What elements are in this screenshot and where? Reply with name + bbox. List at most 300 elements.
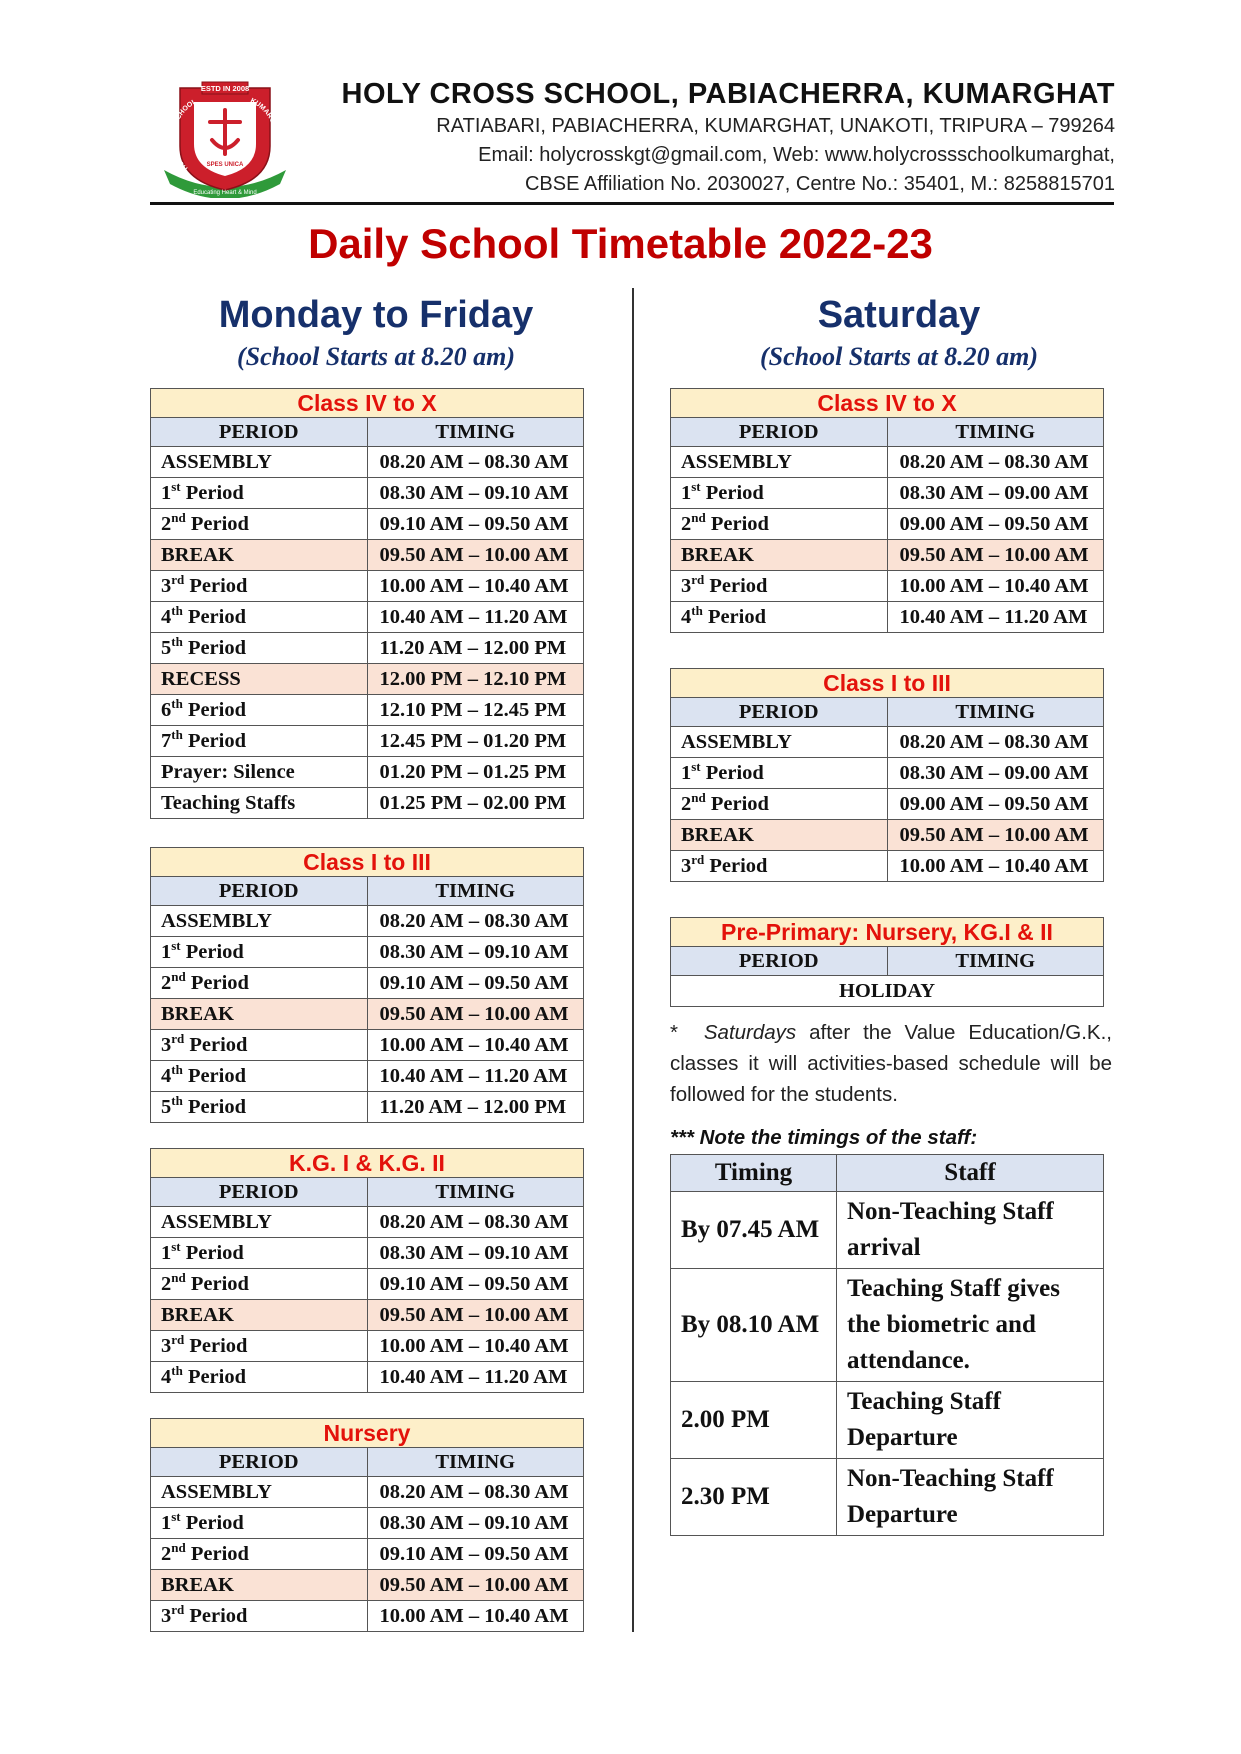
table-row bbox=[151, 1030, 584, 1061]
period-cell bbox=[151, 540, 368, 571]
timing-cell: 10.00 AM – 10.40 AM bbox=[887, 851, 1104, 882]
period-cell bbox=[151, 1238, 368, 1269]
period-label: Period bbox=[185, 972, 249, 994]
staff-timing-header: Timing bbox=[671, 1155, 837, 1192]
table-caption: K.G. I & K.G. II bbox=[151, 1149, 584, 1178]
saturday-heading bbox=[669, 292, 1129, 374]
period-cell bbox=[151, 937, 368, 968]
table-row bbox=[151, 968, 584, 999]
period-cell bbox=[151, 999, 368, 1030]
period-cell bbox=[151, 509, 368, 540]
timing-cell: 08.20 AM – 08.30 AM bbox=[367, 906, 584, 937]
timing-cell: 09.10 AM – 09.50 AM bbox=[367, 509, 584, 540]
period-name: ASSEMBLY bbox=[681, 451, 792, 473]
timing-cell: 08.20 AM – 08.30 AM bbox=[887, 727, 1104, 758]
table-row bbox=[151, 633, 584, 664]
period-name: BREAK bbox=[161, 1574, 234, 1596]
period-name: ASSEMBLY bbox=[161, 451, 272, 473]
period-name: 1 bbox=[161, 941, 172, 963]
table-row bbox=[671, 789, 1104, 820]
period-name: 7 bbox=[161, 730, 172, 752]
period-cell bbox=[671, 758, 888, 789]
timing-cell: 10.40 AM – 11.20 AM bbox=[367, 1061, 584, 1092]
period-label: Period bbox=[180, 1512, 244, 1534]
weekday-nursery-table bbox=[150, 1418, 584, 1632]
weekday-kg-table bbox=[150, 1148, 584, 1393]
weekday-class-i-iii-table bbox=[150, 847, 584, 1123]
school-contact: Email: holycrosskgt@gmail.com, Web: www.holycrossschoolkumarghat, bbox=[478, 144, 1115, 166]
period-cell bbox=[151, 1269, 368, 1300]
svg-text:ESTD IN 2008: ESTD IN 2008 bbox=[200, 84, 250, 93]
period-ordinal: th bbox=[171, 603, 183, 619]
table-caption-row bbox=[151, 1149, 584, 1178]
table-header-row bbox=[151, 1178, 584, 1207]
period-label: Period bbox=[182, 699, 247, 721]
timing-cell: 08.30 AM – 09.10 AM bbox=[367, 1238, 584, 1269]
staff-time-cell: By 08.10 AM bbox=[671, 1269, 837, 1382]
period-label: Period bbox=[700, 762, 764, 784]
period-name: 4 bbox=[161, 1065, 172, 1087]
table-caption-row bbox=[151, 389, 584, 418]
timing-cell: 10.00 AM – 10.40 AM bbox=[887, 571, 1104, 602]
svg-text:HOLY CROSS SCHOOL: HOLY CROSS SCHOOL bbox=[169, 98, 198, 172]
timing-cell: 08.30 AM – 09.10 AM bbox=[367, 937, 584, 968]
period-cell bbox=[151, 478, 368, 509]
timing-cell: 10.00 AM – 10.40 AM bbox=[367, 1030, 584, 1061]
timing-cell: 12.10 PM – 12.45 PM bbox=[367, 695, 584, 726]
table-caption-row bbox=[151, 1419, 584, 1448]
timing-cell: 11.20 AM – 12.00 PM bbox=[367, 1092, 584, 1123]
table-row bbox=[151, 1238, 584, 1269]
staff-who-cell: Non-Teaching Staff Departure bbox=[837, 1459, 1104, 1536]
period-label: Period bbox=[182, 606, 247, 628]
period-cell bbox=[671, 851, 888, 882]
period-name: ASSEMBLY bbox=[161, 1211, 272, 1233]
period-name: 1 bbox=[161, 1512, 172, 1534]
timing-cell: 09.50 AM – 10.00 AM bbox=[887, 820, 1104, 851]
period-name: 3 bbox=[161, 1335, 172, 1357]
period-name: Prayer: Silence bbox=[161, 761, 295, 783]
period-name: 2 bbox=[161, 1273, 172, 1295]
timing-cell: 01.25 PM – 02.00 PM bbox=[367, 788, 584, 819]
period-ordinal: st bbox=[171, 1239, 181, 1255]
period-label: Period bbox=[185, 1273, 249, 1295]
table-row bbox=[671, 976, 1104, 1007]
timing-cell: 08.30 AM – 09.10 AM bbox=[367, 478, 584, 509]
timing-cell: 09.50 AM – 10.00 AM bbox=[367, 1570, 584, 1601]
period-name: BREAK bbox=[681, 824, 754, 846]
table-row bbox=[151, 447, 584, 478]
period-cell bbox=[671, 789, 888, 820]
period-name: 2 bbox=[681, 513, 692, 535]
period-cell bbox=[151, 1207, 368, 1238]
saturday-pre-primary-table bbox=[670, 917, 1104, 1007]
period-cell bbox=[151, 447, 368, 478]
table-caption-row bbox=[671, 669, 1104, 698]
timing-cell: 09.00 AM – 09.50 AM bbox=[887, 789, 1104, 820]
table-caption: Class I to III bbox=[671, 669, 1104, 698]
svg-text:Educating Heart & Mind: Educating Heart & Mind bbox=[193, 190, 257, 196]
period-cell bbox=[151, 664, 368, 695]
table-row bbox=[671, 1382, 1104, 1459]
table-header-row bbox=[151, 877, 584, 906]
period-cell bbox=[151, 1477, 368, 1508]
table-row bbox=[151, 1570, 584, 1601]
timing-cell: 10.00 AM – 10.40 AM bbox=[367, 1331, 584, 1362]
period-label: Period bbox=[185, 1543, 249, 1565]
period-label: Period bbox=[184, 1034, 248, 1056]
table-caption: Class I to III bbox=[151, 848, 584, 877]
period-name: BREAK bbox=[681, 544, 754, 566]
timing-cell: 10.40 AM – 11.20 AM bbox=[367, 602, 584, 633]
period-ordinal: st bbox=[171, 938, 181, 954]
table-row bbox=[671, 1269, 1104, 1382]
table-row bbox=[151, 1539, 584, 1570]
table-row bbox=[151, 1477, 584, 1508]
period-ordinal: rd bbox=[171, 572, 185, 588]
period-name: 4 bbox=[681, 606, 692, 628]
weekday-class-iv-x-table bbox=[150, 388, 584, 819]
timing-cell: 09.50 AM – 10.00 AM bbox=[367, 540, 584, 571]
staff-time-cell: By 07.45 AM bbox=[671, 1192, 837, 1269]
period-ordinal: nd bbox=[171, 969, 186, 985]
table-caption: Class IV to X bbox=[151, 389, 584, 418]
period-cell bbox=[671, 540, 888, 571]
period-cell bbox=[671, 447, 888, 478]
period-cell bbox=[151, 1508, 368, 1539]
table-caption: Class IV to X bbox=[671, 389, 1104, 418]
table-header-row bbox=[671, 947, 1104, 976]
period-label: Period bbox=[184, 575, 248, 597]
period-cell bbox=[151, 1362, 368, 1393]
timing-cell: 10.00 AM – 10.40 AM bbox=[367, 1601, 584, 1632]
period-cell bbox=[671, 571, 888, 602]
period-ordinal: rd bbox=[171, 1602, 185, 1618]
table-row bbox=[151, 571, 584, 602]
table-caption: Nursery bbox=[151, 1419, 584, 1448]
period-label: Period bbox=[705, 793, 769, 815]
period-cell bbox=[671, 478, 888, 509]
period-ordinal: st bbox=[691, 759, 701, 775]
period-cell bbox=[151, 1331, 368, 1362]
period-name: ASSEMBLY bbox=[161, 910, 272, 932]
timing-cell: 09.50 AM – 10.00 AM bbox=[367, 1300, 584, 1331]
timing-cell: 10.40 AM – 11.20 AM bbox=[887, 602, 1104, 633]
table-row bbox=[671, 571, 1104, 602]
table-row bbox=[151, 726, 584, 757]
table-row bbox=[671, 602, 1104, 633]
header-rule bbox=[150, 202, 1114, 205]
letterhead bbox=[342, 76, 1115, 199]
timing-header: TIMING bbox=[367, 1178, 584, 1207]
period-cell bbox=[151, 1092, 368, 1123]
timing-cell: 11.20 AM – 12.00 PM bbox=[367, 633, 584, 664]
saturday-note bbox=[670, 1017, 1112, 1110]
table-row bbox=[671, 540, 1104, 571]
period-ordinal: nd bbox=[171, 1540, 186, 1556]
timing-cell: 09.10 AM – 09.50 AM bbox=[367, 1539, 584, 1570]
table-row bbox=[151, 999, 584, 1030]
table-caption: Pre-Primary: Nursery, KG.I & II bbox=[671, 918, 1104, 947]
period-label: Period bbox=[185, 513, 249, 535]
timing-header: TIMING bbox=[887, 698, 1104, 727]
table-row bbox=[151, 937, 584, 968]
school-name: HOLY CROSS SCHOOL, PABIACHERRA, KUMARGHAT bbox=[341, 78, 1115, 110]
period-cell bbox=[151, 1300, 368, 1331]
table-header-row bbox=[151, 1448, 584, 1477]
period-name: 2 bbox=[681, 793, 692, 815]
table-row bbox=[151, 1362, 584, 1393]
period-label: Period bbox=[180, 941, 244, 963]
period-cell bbox=[151, 1061, 368, 1092]
period-cell bbox=[151, 968, 368, 999]
table-row bbox=[671, 1192, 1104, 1269]
table-header-row bbox=[671, 1155, 1104, 1192]
period-cell bbox=[671, 509, 888, 540]
period-ordinal: nd bbox=[691, 790, 706, 806]
school-address: RATIABARI, PABIACHERRA, KUMARGHAT, UNAKOTI, TRIPURA – 799264 bbox=[436, 115, 1115, 137]
table-header-row bbox=[671, 698, 1104, 727]
weekday-title: Monday to Friday bbox=[218, 294, 534, 336]
saturday-class-i-iii-table bbox=[670, 668, 1104, 882]
table-row bbox=[671, 758, 1104, 789]
period-ordinal: th bbox=[171, 634, 183, 650]
table-row bbox=[151, 1331, 584, 1362]
table-row bbox=[151, 509, 584, 540]
timing-cell: 08.20 AM – 08.30 AM bbox=[367, 447, 584, 478]
weekday-subtitle: (School Starts at 8.20 am) bbox=[236, 342, 516, 371]
period-ordinal: st bbox=[171, 479, 181, 495]
period-label: Period bbox=[700, 482, 764, 504]
period-label: Period bbox=[705, 513, 769, 535]
period-label: Period bbox=[182, 637, 247, 659]
table-header-row bbox=[151, 418, 584, 447]
period-ordinal: st bbox=[691, 479, 701, 495]
period-label: Period bbox=[182, 1096, 247, 1118]
period-name: 1 bbox=[681, 482, 692, 504]
table-row bbox=[151, 906, 584, 937]
period-name: 2 bbox=[161, 513, 172, 535]
staff-time-cell: 2.00 PM bbox=[671, 1382, 837, 1459]
period-name: 5 bbox=[161, 637, 172, 659]
table-row bbox=[671, 509, 1104, 540]
svg-text:KUMARGHAT: KUMARGHAT bbox=[249, 97, 280, 138]
period-cell bbox=[151, 788, 368, 819]
period-ordinal: nd bbox=[171, 1270, 186, 1286]
period-cell bbox=[151, 1601, 368, 1632]
period-label: Period bbox=[704, 575, 768, 597]
table-row bbox=[151, 1508, 584, 1539]
timing-cell: 09.50 AM – 10.00 AM bbox=[367, 999, 584, 1030]
period-cell bbox=[151, 906, 368, 937]
period-ordinal: th bbox=[171, 1062, 183, 1078]
staff-timing-table bbox=[670, 1154, 1104, 1536]
timing-cell: 09.10 AM – 09.50 AM bbox=[367, 968, 584, 999]
period-name: 3 bbox=[161, 1605, 172, 1627]
period-cell bbox=[151, 571, 368, 602]
period-name: 1 bbox=[161, 482, 172, 504]
note-text: after the Value Education/G.K., classes it will activities-based schedule will be followed for the students. bbox=[670, 1021, 1112, 1106]
period-ordinal: rd bbox=[691, 572, 705, 588]
saturday-class-iv-x-table bbox=[670, 388, 1104, 633]
period-name: 1 bbox=[681, 762, 692, 784]
period-ordinal: nd bbox=[171, 510, 186, 526]
period-ordinal: th bbox=[171, 1363, 183, 1379]
period-cell bbox=[151, 1030, 368, 1061]
period-header: PERIOD bbox=[151, 1178, 368, 1207]
staff-time-cell: 2.30 PM bbox=[671, 1459, 837, 1536]
timing-cell: 12.45 PM – 01.20 PM bbox=[367, 726, 584, 757]
table-row bbox=[671, 447, 1104, 478]
period-name: BREAK bbox=[161, 1304, 234, 1326]
period-cell bbox=[671, 820, 888, 851]
timing-cell: 08.20 AM – 08.30 AM bbox=[367, 1207, 584, 1238]
table-row bbox=[151, 695, 584, 726]
period-cell bbox=[151, 1570, 368, 1601]
staff-header: Staff bbox=[837, 1155, 1104, 1192]
table-caption-row bbox=[671, 389, 1104, 418]
school-affiliation: CBSE Affiliation No. 2030027, Centre No.: 35401, M.: 8258815701 bbox=[524, 173, 1115, 195]
school-logo bbox=[158, 76, 292, 198]
timing-header: TIMING bbox=[367, 1448, 584, 1477]
page-title: Daily School Timetable 2022-23 bbox=[308, 220, 933, 267]
table-caption-row bbox=[671, 918, 1104, 947]
period-label: Period bbox=[704, 855, 768, 877]
period-ordinal: st bbox=[171, 1509, 181, 1525]
period-name: ASSEMBLY bbox=[161, 1481, 272, 1503]
staff-who-cell: Non-Teaching Staff arrival bbox=[837, 1192, 1104, 1269]
period-name: RECESS bbox=[161, 668, 241, 690]
timing-cell: 09.00 AM – 09.50 AM bbox=[887, 509, 1104, 540]
period-name: 3 bbox=[681, 855, 692, 877]
period-cell bbox=[151, 1539, 368, 1570]
timing-cell: 08.20 AM – 08.30 AM bbox=[367, 1477, 584, 1508]
period-label: Period bbox=[184, 1605, 248, 1627]
period-name: 2 bbox=[161, 1543, 172, 1565]
period-header: PERIOD bbox=[671, 418, 888, 447]
period-name: 4 bbox=[161, 606, 172, 628]
table-row bbox=[671, 851, 1104, 882]
staff-who-cell: Teaching Staff Departure bbox=[837, 1382, 1104, 1459]
period-name: 4 bbox=[161, 1366, 172, 1388]
period-ordinal: th bbox=[171, 727, 183, 743]
timing-cell: 10.00 AM – 10.40 AM bbox=[367, 571, 584, 602]
timing-cell: 09.10 AM – 09.50 AM bbox=[367, 1269, 584, 1300]
period-cell bbox=[151, 695, 368, 726]
table-row bbox=[671, 727, 1104, 758]
table-row bbox=[671, 478, 1104, 509]
period-label: Period bbox=[182, 730, 247, 752]
table-row bbox=[151, 1601, 584, 1632]
weekday-heading bbox=[146, 292, 606, 374]
table-row bbox=[151, 788, 584, 819]
period-cell bbox=[151, 726, 368, 757]
table-row bbox=[151, 1207, 584, 1238]
timing-cell: 10.40 AM – 11.20 AM bbox=[367, 1362, 584, 1393]
table-row bbox=[151, 1061, 584, 1092]
period-cell bbox=[151, 757, 368, 788]
period-header: PERIOD bbox=[671, 698, 888, 727]
table-header-row bbox=[671, 418, 1104, 447]
table-row bbox=[151, 1300, 584, 1331]
period-name: 3 bbox=[161, 1034, 172, 1056]
timing-header: TIMING bbox=[367, 877, 584, 906]
table-row bbox=[151, 478, 584, 509]
table-caption-row bbox=[151, 848, 584, 877]
period-name: 5 bbox=[161, 1096, 172, 1118]
period-label: Period bbox=[180, 482, 244, 504]
period-name: 1 bbox=[161, 1242, 172, 1264]
period-name: 3 bbox=[681, 575, 692, 597]
note-italic: Saturdays bbox=[703, 1021, 797, 1044]
period-ordinal: rd bbox=[171, 1332, 185, 1348]
timing-header: TIMING bbox=[367, 418, 584, 447]
staff-note: *** Note the timings of the staff: bbox=[670, 1126, 978, 1149]
period-ordinal: th bbox=[171, 696, 183, 712]
period-label: Period bbox=[180, 1242, 244, 1264]
column-divider bbox=[632, 288, 634, 1632]
period-ordinal: th bbox=[691, 603, 703, 619]
period-cell bbox=[671, 727, 888, 758]
timing-cell: 08.20 AM – 08.30 AM bbox=[887, 447, 1104, 478]
saturday-title: Saturday bbox=[817, 294, 981, 336]
table-row bbox=[151, 602, 584, 633]
period-header: PERIOD bbox=[671, 947, 888, 976]
period-ordinal: nd bbox=[691, 510, 706, 526]
period-name: ASSEMBLY bbox=[681, 731, 792, 753]
table-row bbox=[151, 664, 584, 695]
period-name: 3 bbox=[161, 575, 172, 597]
table-row bbox=[671, 1459, 1104, 1536]
table-row bbox=[151, 540, 584, 571]
timing-cell: 09.50 AM – 10.00 AM bbox=[887, 540, 1104, 571]
timing-cell: 01.20 PM – 01.25 PM bbox=[367, 757, 584, 788]
table-row bbox=[151, 1269, 584, 1300]
period-name: BREAK bbox=[161, 544, 234, 566]
saturday-subtitle: (School Starts at 8.20 am) bbox=[759, 342, 1039, 371]
holiday-cell: HOLIDAY bbox=[671, 976, 1104, 1007]
period-ordinal: rd bbox=[691, 852, 705, 868]
table-row bbox=[151, 757, 584, 788]
timing-cell: 08.30 AM – 09.10 AM bbox=[367, 1508, 584, 1539]
period-ordinal: rd bbox=[171, 1031, 185, 1047]
period-label: Period bbox=[182, 1366, 247, 1388]
period-label: Period bbox=[702, 606, 767, 628]
period-ordinal: th bbox=[171, 1093, 183, 1109]
timing-header: TIMING bbox=[887, 947, 1104, 976]
period-name: 2 bbox=[161, 972, 172, 994]
timing-cell: 08.30 AM – 09.00 AM bbox=[887, 478, 1104, 509]
table-row bbox=[671, 820, 1104, 851]
period-header: PERIOD bbox=[151, 1448, 368, 1477]
timing-cell: 12.00 PM – 12.10 PM bbox=[367, 664, 584, 695]
period-cell bbox=[151, 602, 368, 633]
timing-cell: 08.30 AM – 09.00 AM bbox=[887, 758, 1104, 789]
table-row bbox=[151, 1092, 584, 1123]
period-cell bbox=[671, 602, 888, 633]
period-cell bbox=[151, 633, 368, 664]
period-header: PERIOD bbox=[151, 418, 368, 447]
note-star: * bbox=[670, 1021, 678, 1044]
period-name: 6 bbox=[161, 699, 172, 721]
staff-who-cell: Teaching Staff gives the biometric and attendance. bbox=[837, 1269, 1104, 1382]
period-name: BREAK bbox=[161, 1003, 234, 1025]
period-label: Period bbox=[182, 1065, 247, 1087]
period-name: Teaching Staffs bbox=[161, 792, 296, 814]
period-label: Period bbox=[184, 1335, 248, 1357]
timing-header: TIMING bbox=[887, 418, 1104, 447]
period-header: PERIOD bbox=[151, 877, 368, 906]
